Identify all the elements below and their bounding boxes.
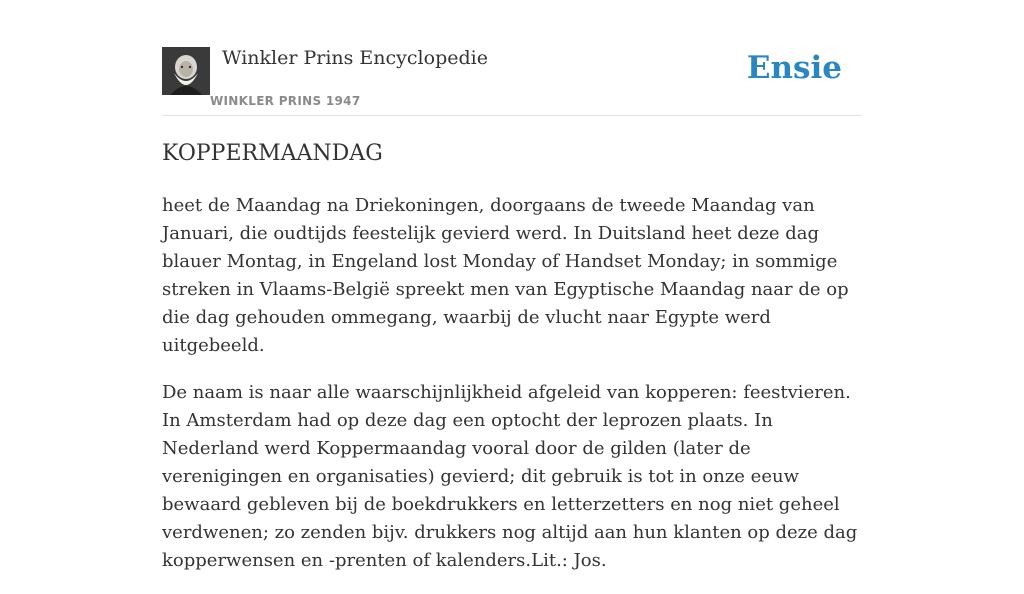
article-page <box>162 0 862 571</box>
page-header <box>162 0 862 116</box>
portrait-icon <box>162 47 210 95</box>
article-body <box>162 192 862 594</box>
article-paragraph: De naam is naar alle waarschijnlijkheid afgeleid van kopperen: feestvieren. In Amsterdam had op deze dag een optocht der leprozen plaats. In Nederland werd Koppermaandag vooral door de gilden (later de verenigingen en organisaties) gevierd; dit gebruik is tot in onze eeuw bewaard gebleven bij de boekdrukkers en letterzetters en nog niet geheel verdwenen; zo zenden bijv. drukkers nog altijd aan hun klanten op deze dag kopperwensen en -prenten of kalenders.Lit.: Jos. <box>162 382 858 571</box>
source-avatar[interactable] <box>162 47 210 95</box>
source-title[interactable]: Winkler Prins Encyclopedie <box>222 47 488 69</box>
article-title: KOPPERMAANDAG <box>162 141 383 166</box>
article-paragraph: heet de Maandag na Driekoningen, doorgaans de tweede Maandag van Januari, die oudtijds feestelijk gevierd werd. In Duitsland heet deze dag blauer Montag, in Engeland lost Monday of Handset Monday; in sommige streken in Vlaams-België spreekt men van Egyptische Maandag naar de op die dag gehouden ommegang, waarbij de vlucht naar Egypte werd uitgebeeld. <box>162 195 849 356</box>
brand-logo[interactable]: Ensie <box>746 50 842 86</box>
source-subtitle[interactable]: WINKLER PRINS 1947 <box>210 94 361 108</box>
